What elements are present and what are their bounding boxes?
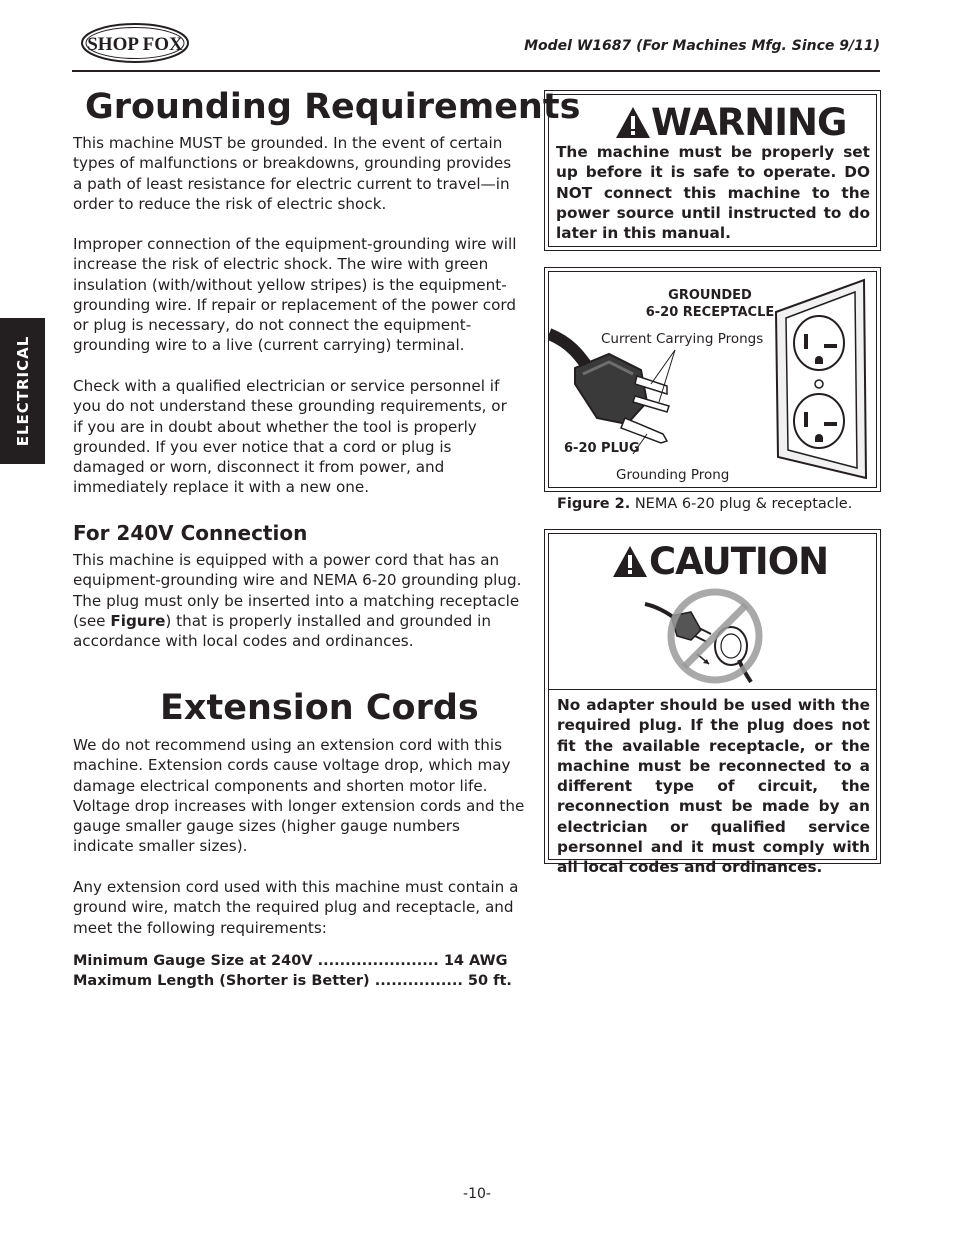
grounding-prong-label: Grounding Prong [616,467,730,483]
grounding-paragraph-2: Improper connection of the equipment-grounding wire will increase the risk of electric shock. The wire with green insulation (with/without yellow stripes) is the equipment-grounding wire. If repair or replacement of the power cord or plug is necessary, do not connect the equipment-grounding wire to a live (current carrying) terminal. [73,235,517,355]
requirement-value: 14 AWG [438,953,508,969]
warning-box [544,90,881,251]
extension-paragraph-2: Any extension cord used with this machine must contain a ground wire, match the required plug and receptacle, and meet the following requirements: [73,878,519,937]
grounding-title: Grounding Requirements [85,87,581,127]
current-prongs-label: Current Carrying Prongs [601,331,764,347]
requirement-gauge [73,951,508,971]
receptacle-illustration [776,280,866,478]
no-adapter-icon [643,588,773,686]
requirement-label: Maximum Length (Shorter is Better) [73,973,375,989]
caution-divider [549,689,876,690]
connection-text-after: ) that is properly installed and grounded in accordance with local codes and ordinances. [73,611,491,651]
plug-illustration [549,334,669,443]
model-line: Model W1687 (For Machines Mfg. Since 9/11) [524,38,880,54]
grounding-paragraph-3: Check with a qualified electrician or service personnel if you do not understand these grounding requirements, or if you are in doubt about whether the tool is properly grounded. If you ever notice that a cord or plug is damaged or worn, disconnect it from power, and immediately replace it with a new one. [73,377,507,497]
connection-paragraph [73,550,525,651]
receptacle-label: GROUNDED 6-20 RECEPTACLE [645,288,775,320]
requirement-leader: ...................... [317,953,439,969]
extension-title: Extension Cords [160,688,479,728]
grounding-paragraph-1: This machine MUST be grounded. In the event of certain types of malfunctions or breakdowns, grounding provides a path of least resistance for electric current to travel—in order to reduce the risk of electric shock. [73,134,512,213]
requirement-leader: ................ [374,973,463,989]
caution-heading: CAUTION [649,540,829,583]
page-number: -10- [463,1186,491,1202]
header-rule [72,70,880,72]
shop-fox-logo [80,22,190,64]
requirement-label: Minimum Gauge Size at 240V [73,953,318,969]
plug-label: 6-20 PLUG [564,441,640,456]
caution-icon [612,545,648,582]
warning-text: The machine must be properly set up before it is safe to operate. DO NOT connect this machine to the power source until instructed to do later in this manual. [556,143,870,243]
connection-text-before: This machine is equipped with a power cord that has an equipment-grounding wire and NEMA 6-20 grounding plug. The plug must only be inserted into a matching receptacle (see [73,551,522,630]
warning-heading: WARNING [651,101,847,144]
figure-reference-link[interactable]: Figure [110,611,166,630]
figure-caption-text: NEMA 6-20 plug & receptacle. [630,496,853,512]
side-tab-label: ELECTRICAL [13,335,32,447]
warning-icon [615,106,651,143]
requirement-value: 50 ft. [462,973,512,989]
requirement-length [73,971,512,991]
figure-box [544,267,881,492]
logo-text: SHOP FOX [87,34,183,55]
caution-box [544,529,881,877]
figure-caption [557,496,852,512]
caution-text: No adapter should be used with the required plug. If the plug does not fit the available receptacle, or the machine must be reconnected to a different type of circuit, the reconnection must be made by an electrician or qualified service personnel and it must comply with all local codes and ordinances. [557,696,870,877]
section-side-tab [0,318,45,464]
figure-caption-label: Figure 2. [557,496,631,512]
connection-title: For 240V Connection [73,521,308,545]
extension-paragraph-1: We do not recommend using an extension cord with this machine. Extension cords cause voltage drop, which may damage electrical components and shorten motor life. Voltage drop increases with longer extension cords and the gauge smaller gauge sizes (higher gauge numbers indicate smaller sizes). [73,736,525,856]
